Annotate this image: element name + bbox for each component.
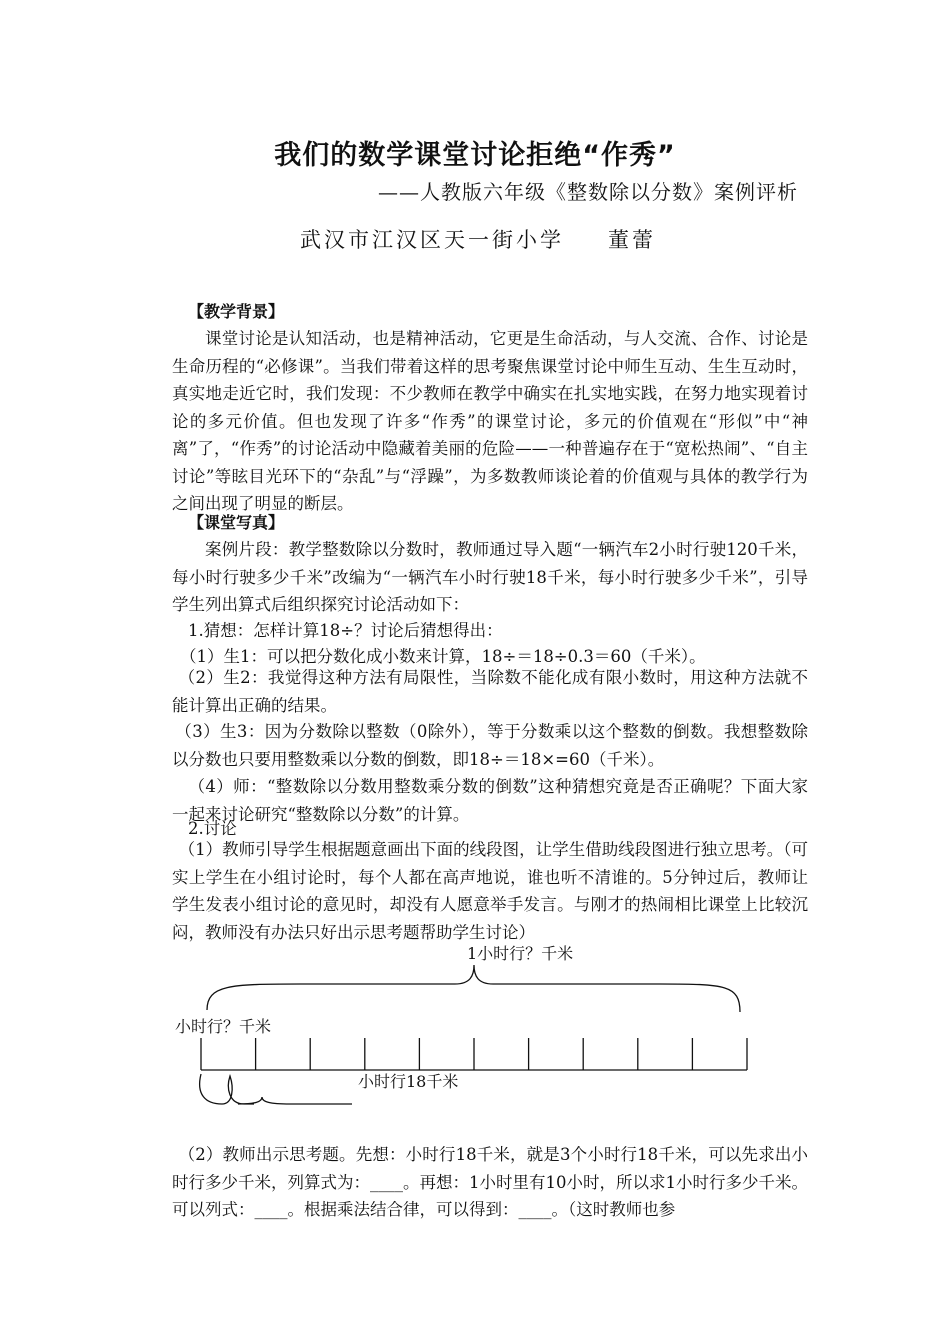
guess-item-1: （1）生1：可以把分数化成小数来计算，18÷＝18÷0.3＝60（千米）。 — [180, 647, 706, 666]
author-school: 武汉市江汉区天一街小学 — [300, 228, 564, 252]
author-name: 董蕾 — [608, 228, 656, 252]
discuss-item-1: （1）教师引导学生根据题意画出下面的线段图，让学生借助线段图进行独立思考。（可实上学生在小组讨论时，每个人都在高声地说，谁也听不清谁的。5分钟过后，教师让学生发表小组讨论的意见时，却没有人愿意举手发言。与刚才的热闹相比课堂上比较沉闷，教师没有办法只好出示思考题帮助学生讨论） — [172, 840, 808, 942]
guess-item-4: （4）师：“整数除以分数用整数乘分数的倒数”这种猜想究竟是否正确呢？下面大家一起来讨论研究“整数除以分数”的计算。 — [172, 777, 808, 824]
background-paragraph: 课堂讨论是认知活动，也是精神活动，它更是生命活动，与人交流、合作、讨论是生命历程的“必修课”。当我们带着这样的思考聚焦课堂讨论中师生互动、生生互动时，真实地走近它时，我们发现：不少教师在教学中确实在扎实地实践，在努力地实现着讨论的多元价值。但也发现了许多“作秀”的课堂讨论，多元的价值观在“形似”中“神离”了，“作秀”的讨论活动中隐藏着美丽的危险——一种普遍存在于“宽松热闹”、“自主讨论”等眩目光环下的“杂乱”与“浮躁”，为多数教师谈论着的价值观与具体的教学行为之间出现了明显的断层。 — [172, 329, 808, 513]
discuss-item-2: （2）教师出示思考题。先想：小时行18千米，就是3个小时行18千米，可以先求出小时行多少千米，列算式为：____。再想：1小时里有10小时，所以求1小时行多少千米。可以列式：____。根据乘法结合律，可以得到：____。（这时教师也参 — [172, 1145, 808, 1219]
three-segment-brace — [238, 1097, 352, 1104]
section-heading-background: 【教学背景】 — [188, 302, 285, 321]
case-intro-paragraph: 案例片段：教学整数除以分数时，教师通过导入题“一辆汽车2小时行驶120千米，每小时行驶多少千米”改编为“一辆汽车小时行驶18千米，每小时行驶多少千米”，引导学生列出算式后组织探究讨论活动如下： — [172, 540, 808, 614]
section-heading-classroom: 【课堂写真】 — [188, 513, 285, 532]
guess-item-2: （2）生2：我觉得这种方法有局限性，当除数不能化成有限小数时，用这种方法就不能计算出正确的结果。 — [172, 668, 808, 715]
subtitle: ——人教版六年级《整数除以分数》案例评析 — [378, 180, 798, 204]
diagram-bottom-label: 小时行18千米 — [358, 1072, 459, 1091]
diagram-top-label: 1小时行？千米 — [467, 944, 574, 963]
small-brace — [200, 1074, 254, 1104]
guess-title: 1.猜想：怎样计算18÷？讨论后猜想得出： — [188, 621, 503, 640]
discuss-title: 2.讨论 — [188, 819, 237, 838]
guess-item-3: （3）生3：因为分数除以整数（0除外），等于分数乘以这个整数的倒数。我想整数除以分数也只要用整数乘以分数的倒数，即18÷＝18×=60（千米）。 — [172, 722, 808, 769]
top-brace — [207, 965, 740, 1012]
diagram-left-label: 小时行？千米 — [175, 1017, 272, 1036]
page-title: 我们的数学课堂讨论拒绝“作秀” — [274, 140, 676, 171]
segment-line — [201, 1038, 747, 1070]
